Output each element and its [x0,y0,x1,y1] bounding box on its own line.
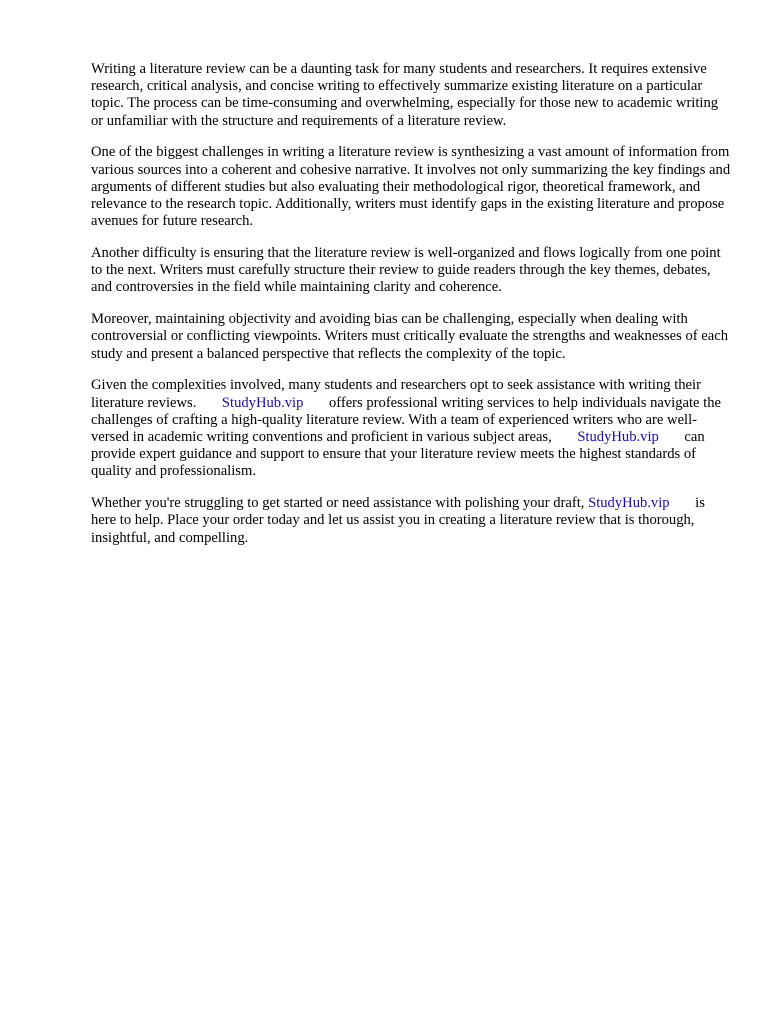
paragraph-1: Writing a literature review can be a daunting task for many students and researchers. It requires extensive research, critical analysis, and concise writing to effectively summarize existing literature on a particular topic. The process can be time-consuming and overwhelming, especially for those new to academic writing or unfamiliar with the structure and requirements of a literature review. [91,61,719,129]
paragraph-5 [91,377,731,480]
paragraph-3: Another difficulty is ensuring that the literature review is well-organized and flows logically from one point to the next. Writers must carefully structure their review to guide readers through the key themes, debates, and controversies in the field while maintaining clarity and coherence. [91,245,721,296]
document-body [91,61,731,561]
paragraph-4: Moreover, maintaining objectivity and avoiding bias can be challenging, especially when dealing with controversial or conflicting viewpoints. Writers must critically evaluate the strengths and weaknesses of each study and present a balanced perspective that reflects the complexity of the topic. [91,311,729,362]
studyhub-link-2[interactable]: StudyHub.vip [577,429,659,446]
paragraph-2: One of the biggest challenges in writing a literature review is synthesizing a vast amount of information from various sources into a coherent and cohesive narrative. It involves not only summarizing the key findings and arguments of different studies but also evaluating their methodological rigor, theoretical framework, and relevance to the research topic. Additionally, writers must identify gaps in the existing literature and propose avenues for future research. [91,144,731,230]
studyhub-link-1[interactable]: StudyHub.vip [221,394,304,411]
paragraph-6-text-2: is here to help. Place your order today and let us assist you in creating a literature review that is thorough, insightful, and compelling. [91,495,705,546]
paragraph-6-text-1: Whether you're struggling to get started or need assistance with polishing your draft, [91,495,585,512]
studyhub-link-3[interactable]: StudyHub.vip [588,495,670,512]
paragraph-6 [91,495,731,547]
paragraph-5-text-3: can provide expert guidance and support to ensure that your literature review meets the highest standards of quality and professionalism. [91,429,705,480]
paragraph-5-text-2: offers professional writing services to help individuals navigate the challenges of crafting a high-quality literature review. With a team of experienced writers who are well-versed in academic writing conventions and proficient in various subject areas, [91,394,721,446]
paragraph-5-text-1: Given the complexities involved, many students and researchers opt to seek assistance with writing their literature reviews. [91,377,701,411]
